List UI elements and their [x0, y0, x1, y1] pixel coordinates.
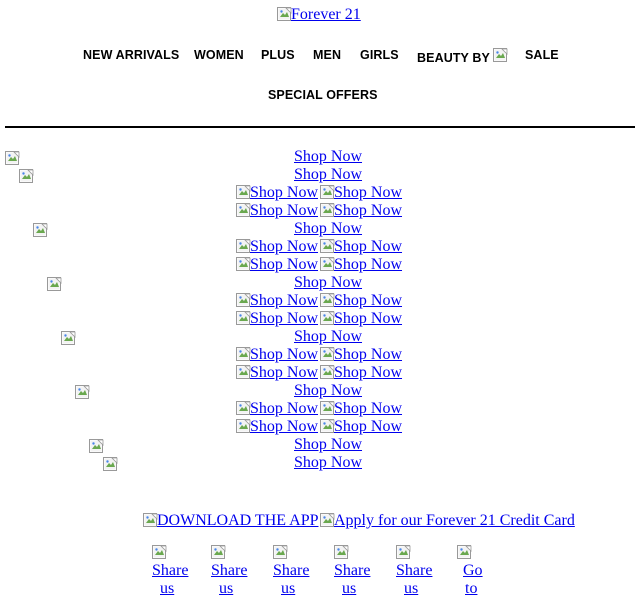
shop-now-alt-text: Shop Now — [250, 184, 319, 201]
product-image-icon — [236, 365, 250, 379]
shop-now-alt-text: Shop Now — [334, 184, 403, 201]
shop-now-image-link[interactable] — [320, 292, 402, 310]
promo-banner-image-icon[interactable] — [19, 169, 33, 183]
credit-card-image-icon — [320, 513, 334, 527]
product-image-icon — [236, 293, 250, 307]
logo-image-icon — [277, 7, 291, 21]
shop-now-image-link[interactable] — [320, 418, 402, 436]
nav-women[interactable]: WOMEN — [194, 48, 244, 62]
product-image-icon — [236, 401, 250, 415]
credit-card-text: Apply for our Forever 21 Credit Card — [334, 512, 575, 529]
share-image-icon — [334, 545, 348, 559]
shop-now-image-link[interactable] — [236, 400, 318, 418]
shop-now-image-link[interactable] — [236, 202, 318, 220]
share-label: Share — [334, 562, 371, 579]
product-image-icon — [320, 401, 334, 415]
nav-new-arrivals[interactable]: NEW ARRIVALS — [83, 48, 180, 62]
product-image-icon — [236, 239, 250, 253]
nav-sale[interactable]: SALE — [525, 48, 559, 62]
nav-girls[interactable]: GIRLS — [360, 48, 399, 62]
product-image-icon — [236, 311, 250, 325]
shop-now-link[interactable]: Shop Now — [294, 382, 363, 399]
product-image-icon — [320, 185, 334, 199]
promo-banner-image-icon[interactable] — [61, 331, 75, 345]
shop-now-image-link[interactable] — [236, 238, 318, 256]
shop-now-link[interactable]: Shop Now — [294, 454, 363, 471]
shop-now-link[interactable]: Shop Now — [294, 148, 363, 165]
product-image-icon — [236, 419, 250, 433]
shop-now-alt-text: Shop Now — [250, 418, 319, 435]
goto-image-icon — [457, 545, 471, 559]
product-image-icon — [320, 257, 334, 271]
share-image-icon — [211, 545, 225, 559]
shop-now-alt-text: Shop Now — [250, 346, 319, 363]
shop-now-image-link[interactable] — [320, 346, 402, 364]
download-app-text: DOWNLOAD THE APP — [157, 512, 319, 529]
shop-now-image-link[interactable] — [236, 346, 318, 364]
nav-special-offers[interactable]: SPECIAL OFFERS — [268, 88, 378, 102]
download-app-link[interactable] — [143, 512, 318, 530]
product-image-icon — [320, 365, 334, 379]
share-link-2[interactable] — [211, 544, 248, 598]
shop-now-image-link[interactable] — [320, 400, 402, 418]
share-label: Share — [211, 562, 248, 579]
share-label-us: us — [160, 580, 175, 597]
share-image-icon — [396, 545, 410, 559]
share-label-us: us — [404, 580, 419, 597]
nav-plus[interactable]: PLUS — [261, 48, 295, 62]
share-image-icon — [273, 545, 287, 559]
product-image-icon — [320, 203, 334, 217]
shop-now-image-link[interactable] — [320, 256, 402, 274]
header-divider — [5, 126, 635, 128]
promo-banner-image-icon[interactable] — [103, 457, 117, 471]
shop-now-link[interactable]: Shop Now — [294, 328, 363, 345]
shop-now-image-link[interactable] — [320, 364, 402, 382]
product-image-icon — [320, 293, 334, 307]
share-link-1[interactable] — [152, 544, 189, 598]
goto-label: Go — [463, 562, 483, 579]
promo-banner-image-icon[interactable] — [33, 223, 47, 237]
forever21-logo-link[interactable] — [277, 6, 361, 24]
shop-now-image-link[interactable] — [320, 238, 402, 256]
shop-now-alt-text: Shop Now — [334, 364, 403, 381]
shop-now-image-link[interactable] — [320, 202, 402, 220]
shop-now-alt-text: Shop Now — [334, 418, 403, 435]
shop-now-image-link[interactable] — [236, 256, 318, 274]
goto-link[interactable] — [457, 544, 487, 598]
logo-alt-text: Forever 21 — [291, 6, 361, 23]
share-label: Share — [273, 562, 310, 579]
share-label-us: us — [281, 580, 296, 597]
shop-now-alt-text: Shop Now — [334, 292, 403, 309]
shop-now-image-link[interactable] — [320, 310, 402, 328]
shop-now-alt-text: Shop Now — [250, 292, 319, 309]
shop-now-alt-text: Shop Now — [334, 310, 403, 327]
share-link-3[interactable] — [273, 544, 310, 598]
product-image-icon — [236, 257, 250, 271]
shop-now-alt-text: Shop Now — [334, 400, 403, 417]
promo-banner-image-icon[interactable] — [89, 439, 103, 453]
nav-beauty-by[interactable] — [417, 48, 507, 65]
shop-now-link[interactable]: Shop Now — [294, 436, 363, 453]
shop-now-alt-text: Shop Now — [334, 238, 403, 255]
nav-beauty-label: BEAUTY BY — [417, 51, 490, 65]
shop-now-link[interactable]: Shop Now — [294, 274, 363, 291]
product-image-icon — [320, 239, 334, 253]
product-image-icon — [320, 419, 334, 433]
product-image-icon — [236, 185, 250, 199]
share-link-5[interactable] — [396, 544, 433, 598]
shop-now-image-link[interactable] — [236, 184, 318, 202]
share-label-us: us — [342, 580, 357, 597]
shop-now-link[interactable]: Shop Now — [294, 220, 363, 237]
shop-now-image-link[interactable] — [236, 292, 318, 310]
shop-now-image-link[interactable] — [320, 184, 402, 202]
product-image-icon — [320, 311, 334, 325]
promo-banner-image-icon[interactable] — [5, 151, 19, 165]
credit-card-link[interactable] — [320, 512, 575, 530]
promo-banner-image-icon[interactable] — [47, 277, 61, 291]
shop-now-image-link[interactable] — [236, 364, 318, 382]
shop-now-alt-text: Shop Now — [250, 310, 319, 327]
beauty-brand-image-icon — [493, 48, 507, 62]
shop-now-alt-text: Shop Now — [250, 364, 319, 381]
nav-men[interactable]: MEN — [313, 48, 342, 62]
shop-now-image-link[interactable] — [236, 418, 318, 436]
goto-label-to: to — [465, 580, 478, 597]
share-label-us: us — [219, 580, 234, 597]
shop-now-alt-text: Shop Now — [334, 202, 403, 219]
shop-now-link[interactable]: Shop Now — [294, 166, 363, 183]
product-image-icon — [320, 347, 334, 361]
shop-now-alt-text: Shop Now — [250, 202, 319, 219]
shop-now-image-link[interactable] — [236, 310, 318, 328]
promo-banner-image-icon[interactable] — [75, 385, 89, 399]
share-label: Share — [396, 562, 433, 579]
download-app-image-icon — [143, 513, 157, 527]
product-image-icon — [236, 203, 250, 217]
share-image-icon — [152, 545, 166, 559]
shop-now-alt-text: Shop Now — [250, 256, 319, 273]
shop-now-alt-text: Shop Now — [250, 400, 319, 417]
shop-now-alt-text: Shop Now — [250, 238, 319, 255]
shop-now-alt-text: Shop Now — [334, 346, 403, 363]
product-image-icon — [236, 347, 250, 361]
shop-now-alt-text: Shop Now — [334, 256, 403, 273]
share-link-4[interactable] — [334, 544, 371, 598]
share-label: Share — [152, 562, 189, 579]
